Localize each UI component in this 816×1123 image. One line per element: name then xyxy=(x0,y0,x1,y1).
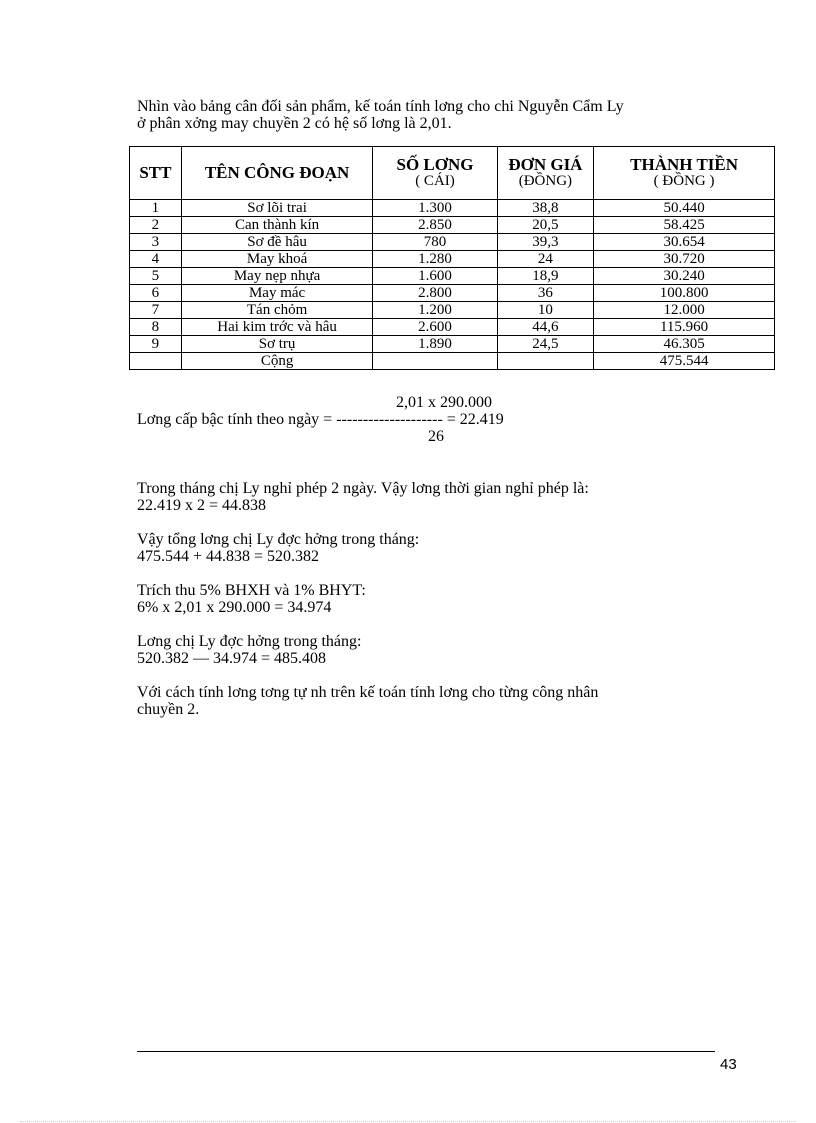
cell-qty: 780 xyxy=(373,234,497,251)
leave-wage-paragraph xyxy=(137,480,757,514)
formula-label: Lơng cấp bậc tính theo ngày = -------------------- = 22.419 xyxy=(137,411,504,428)
intro-paragraph xyxy=(137,98,757,132)
cell-price: 10 xyxy=(497,302,594,319)
cell-name: May nẹp nhựa xyxy=(181,268,373,285)
table-row xyxy=(130,200,775,217)
cell-stt: 8 xyxy=(130,319,182,336)
cell-amount: 30.654 xyxy=(594,234,775,251)
table-row xyxy=(130,251,775,268)
intro-line-2: ở phân xởng may chuyền 2 có hệ số lơng là 2,01. xyxy=(137,115,452,132)
cell-stt: 3 xyxy=(130,234,182,251)
total-label: Cộng xyxy=(181,353,373,370)
production-table xyxy=(129,146,775,370)
header-stt: STT xyxy=(130,147,182,200)
cell-amount: 46.305 xyxy=(594,336,775,353)
cell-price-empty xyxy=(497,353,594,370)
cell-qty: 2.850 xyxy=(373,217,497,234)
cell-name: Hai kim trớc và hâu xyxy=(181,319,373,336)
page-number: 43 xyxy=(720,1056,737,1073)
cell-name: Sơ trụ xyxy=(181,336,373,353)
cell-qty: 2.800 xyxy=(373,285,497,302)
cell-price: 36 xyxy=(497,285,594,302)
cell-stt: 4 xyxy=(130,251,182,268)
cell-name: May khoá xyxy=(181,251,373,268)
cell-amount: 100.800 xyxy=(594,285,775,302)
table-row xyxy=(130,268,775,285)
cell-price: 38,8 xyxy=(497,200,594,217)
cell-price: 39,3 xyxy=(497,234,594,251)
table-row xyxy=(130,319,775,336)
total-wage-paragraph xyxy=(137,531,757,565)
cell-name: May mác xyxy=(181,285,373,302)
paragraph-line: Trong tháng chị Ly nghỉ phép 2 ngày. Vậy lơng thời gian nghỉ phép là: xyxy=(137,480,589,497)
cell-stt: 1 xyxy=(130,200,182,217)
header-amount-unit: ( ĐỒNG ) xyxy=(653,173,715,189)
conclusion-paragraph xyxy=(137,684,757,718)
cell-price: 18,9 xyxy=(497,268,594,285)
table-row xyxy=(130,217,775,234)
cell-qty: 1.600 xyxy=(373,268,497,285)
cell-amount: 30.240 xyxy=(594,268,775,285)
header-price-unit: (ĐỒNG) xyxy=(518,173,573,189)
header-amount xyxy=(594,147,775,200)
cell-stt: 6 xyxy=(130,285,182,302)
formula-denominator: 26 xyxy=(428,428,444,445)
cell-name: Can thành kín xyxy=(181,217,373,234)
header-name: TÊN CÔNG ĐOẠN xyxy=(181,147,373,200)
paragraph-line: Vậy tổng lơng chị Ly đợc hởng trong tháng: xyxy=(137,531,420,548)
cell-amount: 50.440 xyxy=(594,200,775,217)
cell-qty-empty xyxy=(373,353,497,370)
net-wage-paragraph xyxy=(137,633,757,667)
insurance-paragraph xyxy=(137,582,757,616)
paragraph-line: chuyền 2. xyxy=(137,701,200,718)
cell-stt: 7 xyxy=(130,302,182,319)
header-price xyxy=(497,147,594,200)
cell-qty: 1.280 xyxy=(373,251,497,268)
page-edge-dots xyxy=(20,1121,796,1122)
cell-name: Sơ lõi trai xyxy=(181,200,373,217)
header-qty xyxy=(373,147,497,200)
header-amount-label: THÀNH TIỀN xyxy=(630,155,739,174)
daily-wage-formula xyxy=(137,392,657,452)
cell-qty: 1.200 xyxy=(373,302,497,319)
paragraph-line: 6% x 2,01 x 290.000 = 34.974 xyxy=(137,599,332,616)
cell-name: Tán chỏm xyxy=(181,302,373,319)
cell-qty: 1.300 xyxy=(373,200,497,217)
cell-stt: 2 xyxy=(130,217,182,234)
table-row xyxy=(130,302,775,319)
cell-name: Sơ đề hâu xyxy=(181,234,373,251)
paragraph-line: Với cách tính lơng tơng tự nh trên kế toán tính lơng cho từng công nhân xyxy=(137,684,599,701)
cell-qty: 1.890 xyxy=(373,336,497,353)
cell-price: 24,5 xyxy=(497,336,594,353)
paragraph-line: 475.544 + 44.838 = 520.382 xyxy=(137,548,320,565)
header-qty-unit: ( CÁI) xyxy=(415,173,455,189)
cell-amount: 12.000 xyxy=(594,302,775,319)
paragraph-line: Lơng chị Ly đợc hởng trong tháng: xyxy=(137,633,362,650)
cell-price: 24 xyxy=(497,251,594,268)
total-amount: 475.544 xyxy=(594,353,775,370)
cell-qty: 2.600 xyxy=(373,319,497,336)
paragraph-line: Trích thu 5% BHXH và 1% BHYT: xyxy=(137,582,366,599)
footer-divider xyxy=(137,1051,715,1052)
table-row xyxy=(130,336,775,353)
header-qty-label: SỐ LƠNG xyxy=(396,155,474,174)
cell-amount: 115.960 xyxy=(594,319,775,336)
header-price-label: ĐƠN GIÁ xyxy=(508,155,583,174)
paragraph-line: 520.382 — 34.974 = 485.408 xyxy=(137,650,327,667)
table-row xyxy=(130,285,775,302)
cell-stt-empty xyxy=(130,353,182,370)
intro-line-1: Nhìn vào bảng cân đối sản phẩm, kế toán tính lơng cho chi Nguyễn Cẩm Ly xyxy=(137,98,624,115)
table-row xyxy=(130,234,775,251)
formula-numerator: 2,01 x 290.000 xyxy=(396,394,492,411)
cell-price: 20,5 xyxy=(497,217,594,234)
cell-price: 44,6 xyxy=(497,319,594,336)
cell-stt: 5 xyxy=(130,268,182,285)
cell-stt: 9 xyxy=(130,336,182,353)
cell-amount: 58.425 xyxy=(594,217,775,234)
cell-amount: 30.720 xyxy=(594,251,775,268)
paragraph-line: 22.419 x 2 = 44.838 xyxy=(137,497,267,514)
table-total-row xyxy=(130,353,775,370)
table-header-row xyxy=(130,147,775,200)
